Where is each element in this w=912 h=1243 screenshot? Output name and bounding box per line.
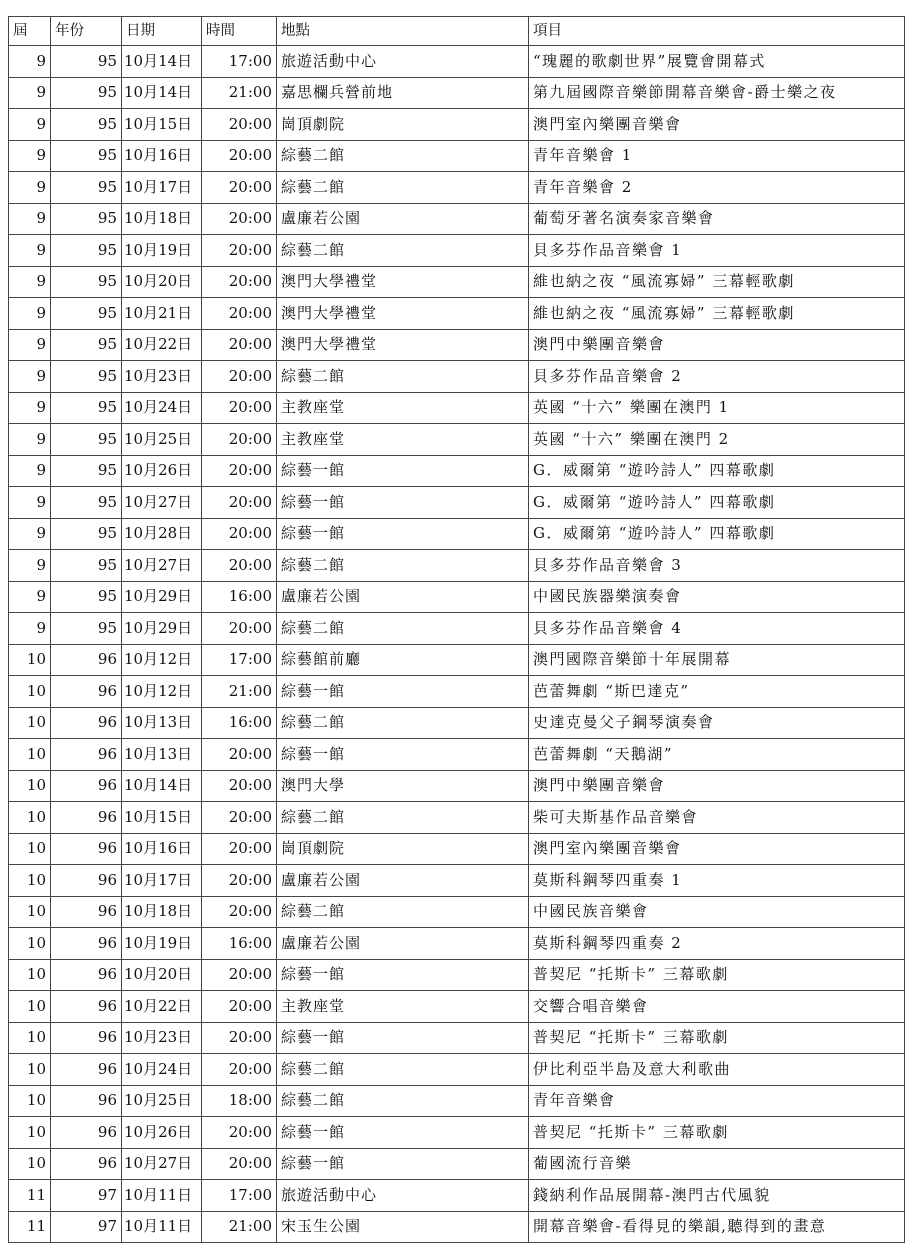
cell-time: 20:00 xyxy=(202,109,277,141)
cell-edition: 9 xyxy=(9,140,51,172)
cell-venue: 綜藝館前廳 xyxy=(277,644,529,676)
cell-venue: 嘉思欄兵營前地 xyxy=(277,77,529,109)
cell-year: 95 xyxy=(51,329,122,361)
cell-time: 20:00 xyxy=(202,298,277,330)
cell-date: 10月27日 xyxy=(122,1148,202,1180)
table-row xyxy=(9,424,905,456)
cell-item: 中國民族器樂演奏會 xyxy=(529,581,905,613)
cell-time: 20:00 xyxy=(202,203,277,235)
cell-year: 95 xyxy=(51,235,122,267)
cell-date: 10月17日 xyxy=(122,172,202,204)
cell-edition: 10 xyxy=(9,1117,51,1149)
cell-edition: 9 xyxy=(9,235,51,267)
cell-time: 20:00 xyxy=(202,802,277,834)
cell-item: “瑰麗的歌劇世界”展覽會開幕式 xyxy=(529,46,905,78)
cell-time: 20:00 xyxy=(202,739,277,771)
cell-date: 10月14日 xyxy=(122,77,202,109)
table-row xyxy=(9,203,905,235)
cell-edition: 11 xyxy=(9,1180,51,1212)
cell-edition: 9 xyxy=(9,518,51,550)
cell-time: 20:00 xyxy=(202,991,277,1023)
header-year: 年份 xyxy=(51,17,122,46)
cell-time: 20:00 xyxy=(202,896,277,928)
cell-venue: 主教座堂 xyxy=(277,392,529,424)
cell-date: 10月27日 xyxy=(122,550,202,582)
cell-venue: 主教座堂 xyxy=(277,424,529,456)
cell-date: 10月25日 xyxy=(122,424,202,456)
cell-date: 10月27日 xyxy=(122,487,202,519)
cell-edition: 10 xyxy=(9,644,51,676)
table-row xyxy=(9,1180,905,1212)
cell-edition: 10 xyxy=(9,865,51,897)
cell-item: 交響合唱音樂會 xyxy=(529,991,905,1023)
cell-item: 莫斯科鋼琴四重奏 1 xyxy=(529,865,905,897)
cell-time: 20:00 xyxy=(202,1148,277,1180)
cell-date: 10月22日 xyxy=(122,991,202,1023)
event-schedule-table xyxy=(8,16,905,1243)
table-body xyxy=(9,46,905,1243)
cell-time: 20:00 xyxy=(202,140,277,172)
table-row xyxy=(9,329,905,361)
cell-year: 96 xyxy=(51,1085,122,1117)
cell-item: 史達克曼父子鋼琴演奏會 xyxy=(529,707,905,739)
cell-year: 97 xyxy=(51,1211,122,1243)
cell-year: 96 xyxy=(51,739,122,771)
cell-time: 20:00 xyxy=(202,1054,277,1086)
cell-venue: 綜藝二館 xyxy=(277,140,529,172)
cell-venue: 崗頂劇院 xyxy=(277,833,529,865)
header-item: 項目 xyxy=(529,17,905,46)
cell-year: 96 xyxy=(51,1022,122,1054)
cell-date: 10月14日 xyxy=(122,46,202,78)
table-row xyxy=(9,613,905,645)
table-row xyxy=(9,865,905,897)
table-row xyxy=(9,644,905,676)
header-venue: 地點 xyxy=(277,17,529,46)
cell-edition: 9 xyxy=(9,581,51,613)
cell-item: 中國民族音樂會 xyxy=(529,896,905,928)
cell-item: 第九屆國際音樂節開幕音樂會-爵士樂之夜 xyxy=(529,77,905,109)
cell-date: 10月19日 xyxy=(122,235,202,267)
cell-item: 維也納之夜 “風流寡婦” 三幕輕歌劇 xyxy=(529,298,905,330)
cell-year: 96 xyxy=(51,865,122,897)
table-row xyxy=(9,1085,905,1117)
cell-edition: 10 xyxy=(9,707,51,739)
cell-item: 開幕音樂會-看得見的樂韻,聽得到的畫意 xyxy=(529,1211,905,1243)
cell-item: 錢納利作品展開幕-澳門古代風貌 xyxy=(529,1180,905,1212)
table-row xyxy=(9,140,905,172)
cell-venue: 綜藝一館 xyxy=(277,676,529,708)
table-row xyxy=(9,109,905,141)
cell-date: 10月20日 xyxy=(122,266,202,298)
cell-item: 芭蕾舞劇 “天鵝湖” xyxy=(529,739,905,771)
cell-year: 97 xyxy=(51,1180,122,1212)
cell-edition: 9 xyxy=(9,109,51,141)
cell-edition: 9 xyxy=(9,77,51,109)
cell-date: 10月16日 xyxy=(122,140,202,172)
table-row xyxy=(9,959,905,991)
table-row xyxy=(9,928,905,960)
cell-year: 95 xyxy=(51,613,122,645)
cell-venue: 澳門大學禮堂 xyxy=(277,329,529,361)
cell-time: 17:00 xyxy=(202,46,277,78)
cell-item: 英國 “十六” 樂團在澳門 1 xyxy=(529,392,905,424)
cell-date: 10月15日 xyxy=(122,802,202,834)
cell-date: 10月29日 xyxy=(122,613,202,645)
cell-venue: 旅遊活動中心 xyxy=(277,1180,529,1212)
cell-venue: 綜藝二館 xyxy=(277,550,529,582)
cell-venue: 綜藝一館 xyxy=(277,518,529,550)
cell-edition: 9 xyxy=(9,550,51,582)
table-row xyxy=(9,392,905,424)
header-date: 日期 xyxy=(122,17,202,46)
cell-date: 10月11日 xyxy=(122,1211,202,1243)
cell-edition: 9 xyxy=(9,172,51,204)
cell-item: 葡國流行音樂 xyxy=(529,1148,905,1180)
cell-date: 10月11日 xyxy=(122,1180,202,1212)
cell-edition: 10 xyxy=(9,1054,51,1086)
cell-venue: 綜藝二館 xyxy=(277,1085,529,1117)
cell-time: 20:00 xyxy=(202,487,277,519)
cell-year: 95 xyxy=(51,203,122,235)
cell-year: 96 xyxy=(51,644,122,676)
cell-item: 貝多芬作品音樂會 2 xyxy=(529,361,905,393)
header-row xyxy=(9,17,905,46)
cell-item: 普契尼 “托斯卡” 三幕歌劇 xyxy=(529,1117,905,1149)
table-row xyxy=(9,802,905,834)
cell-time: 20:00 xyxy=(202,833,277,865)
cell-date: 10月16日 xyxy=(122,833,202,865)
cell-edition: 10 xyxy=(9,991,51,1023)
table-row xyxy=(9,487,905,519)
cell-year: 96 xyxy=(51,833,122,865)
cell-time: 21:00 xyxy=(202,1211,277,1243)
cell-venue: 盧廉若公園 xyxy=(277,581,529,613)
cell-year: 95 xyxy=(51,487,122,519)
cell-year: 95 xyxy=(51,140,122,172)
cell-date: 10月18日 xyxy=(122,203,202,235)
cell-venue: 盧廉若公園 xyxy=(277,203,529,235)
cell-venue: 澳門大學禮堂 xyxy=(277,298,529,330)
cell-item: 普契尼 “托斯卡” 三幕歌劇 xyxy=(529,959,905,991)
table-row xyxy=(9,518,905,550)
cell-time: 20:00 xyxy=(202,613,277,645)
cell-time: 21:00 xyxy=(202,77,277,109)
cell-time: 17:00 xyxy=(202,644,277,676)
cell-item: 澳門國際音樂節十年展開幕 xyxy=(529,644,905,676)
cell-venue: 澳門大學 xyxy=(277,770,529,802)
cell-item: 莫斯科鋼琴四重奏 2 xyxy=(529,928,905,960)
cell-time: 20:00 xyxy=(202,865,277,897)
cell-date: 10月13日 xyxy=(122,739,202,771)
table-row xyxy=(9,739,905,771)
cell-edition: 9 xyxy=(9,298,51,330)
cell-time: 20:00 xyxy=(202,959,277,991)
table-row xyxy=(9,77,905,109)
cell-year: 95 xyxy=(51,455,122,487)
cell-date: 10月24日 xyxy=(122,1054,202,1086)
cell-item: 維也納之夜 “風流寡婦” 三幕輕歌劇 xyxy=(529,266,905,298)
cell-venue: 綜藝一館 xyxy=(277,1148,529,1180)
table-row xyxy=(9,1148,905,1180)
cell-edition: 10 xyxy=(9,802,51,834)
cell-year: 95 xyxy=(51,298,122,330)
cell-date: 10月26日 xyxy=(122,1117,202,1149)
cell-edition: 10 xyxy=(9,928,51,960)
cell-date: 10月23日 xyxy=(122,1022,202,1054)
cell-year: 95 xyxy=(51,109,122,141)
cell-time: 20:00 xyxy=(202,329,277,361)
cell-item: 貝多芬作品音樂會 3 xyxy=(529,550,905,582)
cell-time: 20:00 xyxy=(202,424,277,456)
cell-item: 伊比利亞半島及意大利歌曲 xyxy=(529,1054,905,1086)
cell-venue: 綜藝一館 xyxy=(277,455,529,487)
cell-time: 20:00 xyxy=(202,518,277,550)
cell-year: 96 xyxy=(51,802,122,834)
cell-item: 青年音樂會 2 xyxy=(529,172,905,204)
cell-year: 96 xyxy=(51,770,122,802)
cell-venue: 盧廉若公園 xyxy=(277,865,529,897)
cell-date: 10月24日 xyxy=(122,392,202,424)
cell-year: 95 xyxy=(51,392,122,424)
cell-date: 10月19日 xyxy=(122,928,202,960)
cell-date: 10月18日 xyxy=(122,896,202,928)
cell-venue: 旅遊活動中心 xyxy=(277,46,529,78)
cell-edition: 9 xyxy=(9,455,51,487)
cell-venue: 澳門大學禮堂 xyxy=(277,266,529,298)
cell-venue: 綜藝一館 xyxy=(277,739,529,771)
cell-item: 青年音樂會 1 xyxy=(529,140,905,172)
cell-time: 20:00 xyxy=(202,266,277,298)
cell-venue: 綜藝二館 xyxy=(277,361,529,393)
cell-edition: 9 xyxy=(9,203,51,235)
cell-year: 95 xyxy=(51,518,122,550)
cell-time: 20:00 xyxy=(202,770,277,802)
cell-item: 澳門室內樂團音樂會 xyxy=(529,109,905,141)
cell-date: 10月12日 xyxy=(122,644,202,676)
table-row xyxy=(9,581,905,613)
cell-time: 16:00 xyxy=(202,581,277,613)
cell-venue: 綜藝二館 xyxy=(277,172,529,204)
cell-edition: 9 xyxy=(9,424,51,456)
header-time: 時間 xyxy=(202,17,277,46)
cell-time: 20:00 xyxy=(202,1117,277,1149)
cell-item: G．威爾第 “遊吟詩人” 四幕歌劇 xyxy=(529,487,905,519)
cell-year: 96 xyxy=(51,1148,122,1180)
cell-item: G．威爾第 “遊吟詩人” 四幕歌劇 xyxy=(529,518,905,550)
cell-year: 96 xyxy=(51,991,122,1023)
cell-edition: 9 xyxy=(9,361,51,393)
cell-year: 95 xyxy=(51,424,122,456)
cell-item: 貝多芬作品音樂會 4 xyxy=(529,613,905,645)
cell-time: 20:00 xyxy=(202,361,277,393)
cell-edition: 10 xyxy=(9,833,51,865)
cell-venue: 綜藝二館 xyxy=(277,707,529,739)
cell-item: 澳門室內樂團音樂會 xyxy=(529,833,905,865)
cell-edition: 9 xyxy=(9,613,51,645)
cell-date: 10月23日 xyxy=(122,361,202,393)
table-row xyxy=(9,1211,905,1243)
cell-date: 10月13日 xyxy=(122,707,202,739)
table-row xyxy=(9,550,905,582)
cell-date: 10月20日 xyxy=(122,959,202,991)
table-row xyxy=(9,676,905,708)
cell-item: 青年音樂會 xyxy=(529,1085,905,1117)
cell-edition: 10 xyxy=(9,770,51,802)
cell-time: 21:00 xyxy=(202,676,277,708)
table-row xyxy=(9,833,905,865)
cell-edition: 9 xyxy=(9,392,51,424)
cell-edition: 10 xyxy=(9,1148,51,1180)
cell-time: 20:00 xyxy=(202,1022,277,1054)
cell-date: 10月12日 xyxy=(122,676,202,708)
table-row xyxy=(9,896,905,928)
table-row xyxy=(9,46,905,78)
cell-item: 葡萄牙著名演奏家音樂會 xyxy=(529,203,905,235)
table-row xyxy=(9,707,905,739)
cell-venue: 綜藝一館 xyxy=(277,487,529,519)
cell-date: 10月17日 xyxy=(122,865,202,897)
cell-date: 10月21日 xyxy=(122,298,202,330)
cell-year: 95 xyxy=(51,581,122,613)
cell-item: G．威爾第 “遊吟詩人” 四幕歌劇 xyxy=(529,455,905,487)
cell-date: 10月26日 xyxy=(122,455,202,487)
cell-time: 16:00 xyxy=(202,707,277,739)
cell-venue: 綜藝二館 xyxy=(277,1054,529,1086)
table-row xyxy=(9,1022,905,1054)
cell-item: 貝多芬作品音樂會 1 xyxy=(529,235,905,267)
cell-edition: 9 xyxy=(9,266,51,298)
cell-date: 10月28日 xyxy=(122,518,202,550)
cell-venue: 綜藝一館 xyxy=(277,959,529,991)
table-row xyxy=(9,361,905,393)
cell-year: 96 xyxy=(51,707,122,739)
table-row xyxy=(9,235,905,267)
cell-year: 96 xyxy=(51,959,122,991)
table-row xyxy=(9,1054,905,1086)
cell-edition: 10 xyxy=(9,959,51,991)
table-row xyxy=(9,991,905,1023)
cell-edition: 10 xyxy=(9,896,51,928)
cell-venue: 綜藝二館 xyxy=(277,802,529,834)
table-row xyxy=(9,455,905,487)
cell-date: 10月14日 xyxy=(122,770,202,802)
cell-time: 20:00 xyxy=(202,172,277,204)
cell-item: 普契尼 “托斯卡” 三幕歌劇 xyxy=(529,1022,905,1054)
cell-time: 16:00 xyxy=(202,928,277,960)
cell-date: 10月22日 xyxy=(122,329,202,361)
schedule-sheet xyxy=(8,16,904,1243)
cell-year: 95 xyxy=(51,172,122,204)
cell-year: 96 xyxy=(51,1054,122,1086)
cell-edition: 10 xyxy=(9,1022,51,1054)
cell-venue: 盧廉若公園 xyxy=(277,928,529,960)
cell-edition: 9 xyxy=(9,46,51,78)
cell-item: 芭蕾舞劇 “斯巴達克” xyxy=(529,676,905,708)
table-row xyxy=(9,172,905,204)
cell-time: 20:00 xyxy=(202,550,277,582)
cell-date: 10月29日 xyxy=(122,581,202,613)
cell-venue: 崗頂劇院 xyxy=(277,109,529,141)
cell-time: 17:00 xyxy=(202,1180,277,1212)
cell-venue: 綜藝二館 xyxy=(277,235,529,267)
cell-time: 18:00 xyxy=(202,1085,277,1117)
cell-year: 96 xyxy=(51,896,122,928)
cell-item: 英國 “十六” 樂團在澳門 2 xyxy=(529,424,905,456)
cell-item: 澳門中樂團音樂會 xyxy=(529,770,905,802)
header-edition: 屆 xyxy=(9,17,51,46)
cell-venue: 綜藝一館 xyxy=(277,1117,529,1149)
table-row xyxy=(9,1117,905,1149)
cell-year: 95 xyxy=(51,266,122,298)
cell-item: 澳門中樂團音樂會 xyxy=(529,329,905,361)
cell-time: 20:00 xyxy=(202,235,277,267)
table-row xyxy=(9,266,905,298)
cell-edition: 11 xyxy=(9,1211,51,1243)
cell-venue: 綜藝二館 xyxy=(277,613,529,645)
cell-year: 95 xyxy=(51,550,122,582)
cell-date: 10月15日 xyxy=(122,109,202,141)
cell-edition: 9 xyxy=(9,487,51,519)
cell-edition: 10 xyxy=(9,739,51,771)
table-row xyxy=(9,298,905,330)
cell-time: 20:00 xyxy=(202,455,277,487)
cell-edition: 10 xyxy=(9,676,51,708)
cell-edition: 10 xyxy=(9,1085,51,1117)
cell-year: 95 xyxy=(51,361,122,393)
cell-venue: 綜藝一館 xyxy=(277,1022,529,1054)
cell-year: 95 xyxy=(51,46,122,78)
cell-venue: 主教座堂 xyxy=(277,991,529,1023)
cell-venue: 宋玉生公園 xyxy=(277,1211,529,1243)
table-row xyxy=(9,770,905,802)
cell-date: 10月25日 xyxy=(122,1085,202,1117)
cell-item: 柴可夫斯基作品音樂會 xyxy=(529,802,905,834)
cell-edition: 9 xyxy=(9,329,51,361)
cell-year: 96 xyxy=(51,928,122,960)
cell-venue: 綜藝二館 xyxy=(277,896,529,928)
cell-year: 96 xyxy=(51,676,122,708)
cell-year: 95 xyxy=(51,77,122,109)
cell-time: 20:00 xyxy=(202,392,277,424)
cell-year: 96 xyxy=(51,1117,122,1149)
